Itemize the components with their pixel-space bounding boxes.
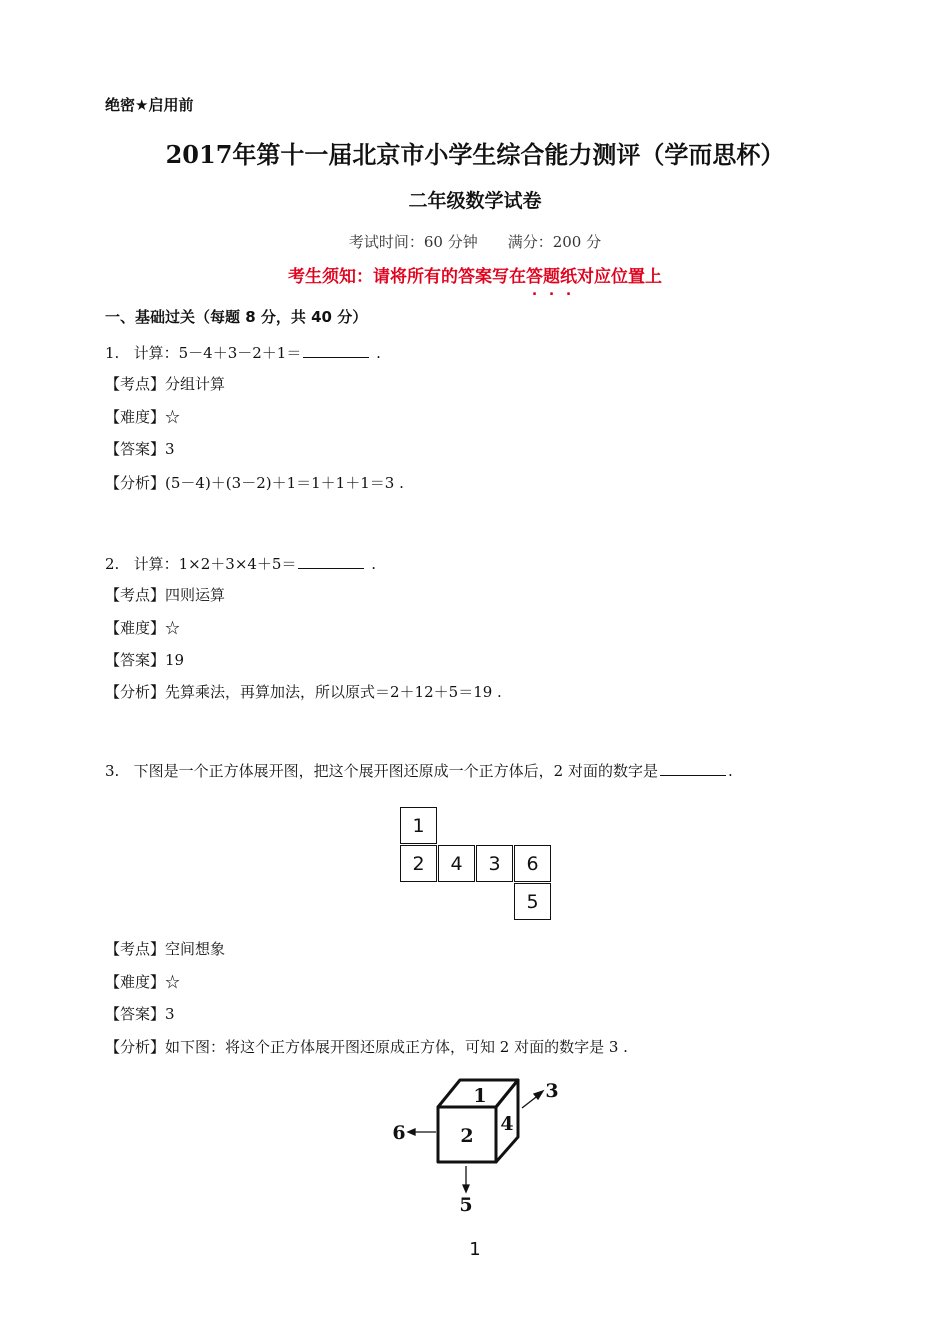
exam-notice: [0, 262, 950, 287]
answer-blank: [660, 761, 726, 776]
question-2-kaodian: [105, 584, 225, 605]
question-1-fenxi: [105, 472, 404, 493]
cube-label-top: 1: [473, 1085, 487, 1107]
question-1-nandu: [105, 406, 180, 427]
net-cell: 6: [514, 845, 551, 882]
question-1-stem: [105, 342, 381, 363]
fenxi-value: 先算乘法，再算加法，所以原式＝2＋12＋5＝19 .: [165, 683, 502, 701]
cube-label-front: 2: [460, 1125, 474, 1147]
daan-value: 3: [165, 1005, 175, 1023]
question-text: 下图是一个正方体展开图，把这个展开图还原成一个正方体后，2 对面的数字是: [133, 762, 658, 780]
nandu-value: ☆: [165, 619, 181, 637]
label-fenxi: 【分析】: [105, 474, 166, 492]
cube-label-left: 6: [392, 1122, 406, 1144]
nandu-value: ☆: [165, 973, 181, 991]
answer-blank: [303, 343, 369, 358]
exam-info: 考试时间：60 分钟 满分：200 分: [348, 233, 602, 251]
question-text: 计算：1×2＋3×4＋5＝: [133, 555, 297, 573]
kaodian-value: 四则运算: [165, 586, 226, 604]
label-daan: 【答案】: [105, 1005, 166, 1023]
arrow-left-head: [408, 1129, 415, 1135]
label-fenxi: 【分析】: [105, 683, 166, 701]
folded-cube-diagram: [380, 1074, 580, 1224]
question-end: .: [727, 762, 733, 780]
question-3-nandu: [105, 971, 180, 992]
notice-dotted-char: 题: [543, 267, 560, 287]
fenxi-value: (5－4)＋(3－2)＋1＝1＋1＋1＝3 .: [165, 474, 404, 492]
question-text: 计算：5－4＋3－2＋1＝: [133, 344, 302, 362]
page-number: 1: [469, 1239, 481, 1260]
label-daan: 【答案】: [105, 440, 166, 458]
kaodian-value: 空间想象: [165, 940, 226, 958]
label-nandu: 【难度】: [105, 973, 166, 991]
question-2-nandu: [105, 617, 180, 638]
question-2-stem: [105, 553, 376, 574]
daan-value: 3: [165, 440, 175, 458]
net-cell: 4: [438, 845, 475, 882]
question-1-daan: [105, 438, 175, 459]
net-cell: 3: [476, 845, 513, 882]
fenxi-value: 如下图：将这个正方体展开图还原成正方体，可知 2 对面的数字是 3 .: [165, 1038, 628, 1056]
notice-suffix: 对应位置上: [577, 267, 662, 287]
question-2-daan: [105, 649, 184, 670]
question-3-stem: [105, 760, 733, 781]
question-2-fenxi: [105, 681, 502, 702]
label-fenxi: 【分析】: [105, 1038, 166, 1056]
question-end: .: [371, 555, 377, 573]
exam-subtitle: 二年级数学试卷: [408, 190, 542, 212]
net-cell: 5: [514, 883, 551, 920]
question-number: 2.: [105, 555, 120, 573]
question-3-daan: [105, 1003, 175, 1024]
label-kaodian: 【考点】: [105, 940, 166, 958]
notice-dotted-char: 答: [526, 267, 543, 287]
daan-value: 19: [165, 651, 185, 669]
label-kaodian: 【考点】: [105, 375, 166, 393]
notice-prefix: 考生须知：请将所有的答案写在: [288, 267, 526, 287]
kaodian-value: 分组计算: [165, 375, 226, 393]
question-number: 3.: [105, 762, 120, 780]
arrow-down-head: [463, 1185, 469, 1192]
label-nandu: 【难度】: [105, 408, 166, 426]
cube-label-bottom: 5: [459, 1194, 473, 1216]
label-nandu: 【难度】: [105, 619, 166, 637]
exam-title: 2017年第十一届北京市小学生综合能力测评（学而思杯）: [165, 140, 785, 169]
net-cell: 2: [400, 845, 437, 882]
question-3-kaodian: [105, 938, 225, 959]
cube-net: [400, 807, 552, 921]
answer-blank: [298, 554, 364, 569]
cube-label-right: 4: [500, 1113, 514, 1135]
question-end: .: [376, 344, 381, 362]
label-daan: 【答案】: [105, 651, 166, 669]
question-1-kaodian: [105, 373, 225, 394]
notice-dotted-char: 纸: [560, 267, 577, 287]
secret-mark: 绝密★启用前: [105, 96, 194, 114]
cube-label-back: 3: [545, 1080, 559, 1102]
question-number: 1.: [105, 344, 120, 362]
net-cell: 1: [400, 807, 437, 844]
question-3-fenxi: [105, 1036, 628, 1057]
section-title: 一、基础过关（每题 8 分，共 40 分）: [105, 308, 368, 326]
label-kaodian: 【考点】: [105, 586, 166, 604]
nandu-value: ☆: [165, 408, 181, 426]
